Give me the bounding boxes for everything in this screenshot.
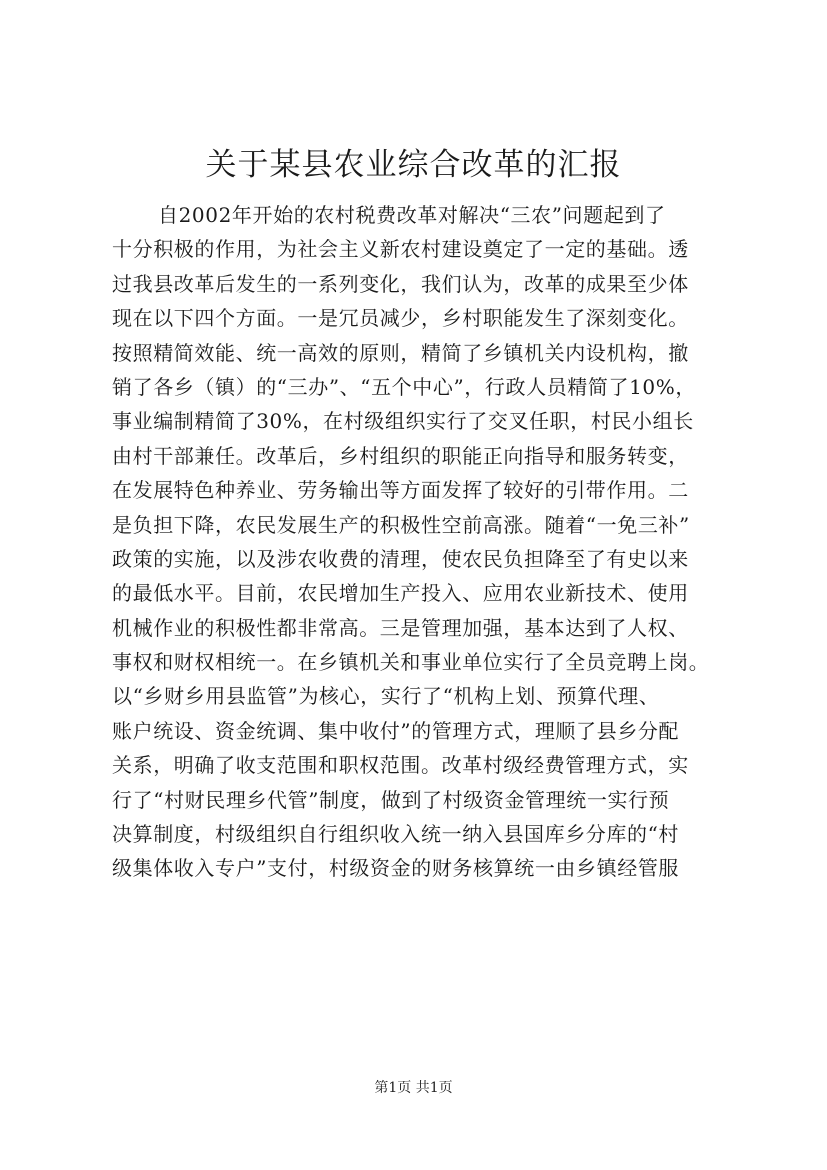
body-line: 按照精简效能、统一高效的原则，精简了乡镇机关内设机构，撤 bbox=[112, 340, 689, 365]
body-line: 以“乡财乡用县监管”为核心，实行了“机构上划、预算代理、 bbox=[112, 684, 660, 709]
body-line: 级集体收入专户”支付，村级资金的财务核算统一由乡镇经管服 bbox=[112, 856, 680, 881]
body-line: 政策的实施，以及涉农收费的清理，使农民负担降至了有史以来 bbox=[112, 546, 689, 571]
body-line: 现在以下四个方面。一是冗员减少，乡村职能发生了深刻变化。 bbox=[112, 306, 689, 331]
body-line: 事权和财权相统一。在乡镇机关和事业单位实行了全员竞聘上岗。 bbox=[112, 650, 710, 675]
page-footer: 第1页 共1页 bbox=[374, 1080, 453, 1096]
body-line: 过我县改革后发生的一系列变化，我们认为，改革的成果至少体 bbox=[112, 271, 689, 296]
body-line: 自2002年开始的农村税费改革对解决“三农”问题起到了 bbox=[158, 203, 666, 227]
body-line: 机械作业的积极性都非常高。三是管理加强，基本达到了人权、 bbox=[112, 615, 689, 640]
document-body bbox=[112, 198, 732, 886]
body-line: 的最低水平。目前，农民增加生产投入、应用农业新技术、使用 bbox=[112, 581, 689, 606]
body-line: 销了各乡（镇）的“三办”、“五个中心”，行政人员精简了10%， bbox=[112, 374, 696, 399]
body-line: 由村干部兼任。改革后，乡村组织的职能正向指导和服务转变， bbox=[112, 443, 689, 468]
body-line: 账户统设、资金统调、集中收付”的管理方式，理顺了县乡分配 bbox=[112, 718, 680, 743]
body-line: 在发展特色种养业、劳务输出等方面发挥了较好的引带作用。二 bbox=[112, 478, 689, 503]
body-line: 关系，明确了收支范围和职权范围。改革村级经费管理方式，实 bbox=[112, 753, 689, 778]
body-line: 是负担下降，农民发展生产的积极性空前高涨。随着“一免三补” bbox=[112, 512, 690, 537]
body-line: 事业编制精简了30%，在村级组织实行了交叉任职，村民小组长 bbox=[112, 409, 694, 434]
body-line: 决算制度，村级组织自行组织收入统一纳入县国库乡分库的“村 bbox=[112, 822, 680, 847]
document-title: 关于某县农业综合改革的汇报 bbox=[205, 147, 622, 183]
body-line: 行了“村财民理乡代管”制度，做到了村级资金管理统一实行预 bbox=[112, 787, 670, 812]
body-line: 十分积极的作用，为社会主义新农村建设奠定了一定的基础。透 bbox=[112, 237, 689, 262]
